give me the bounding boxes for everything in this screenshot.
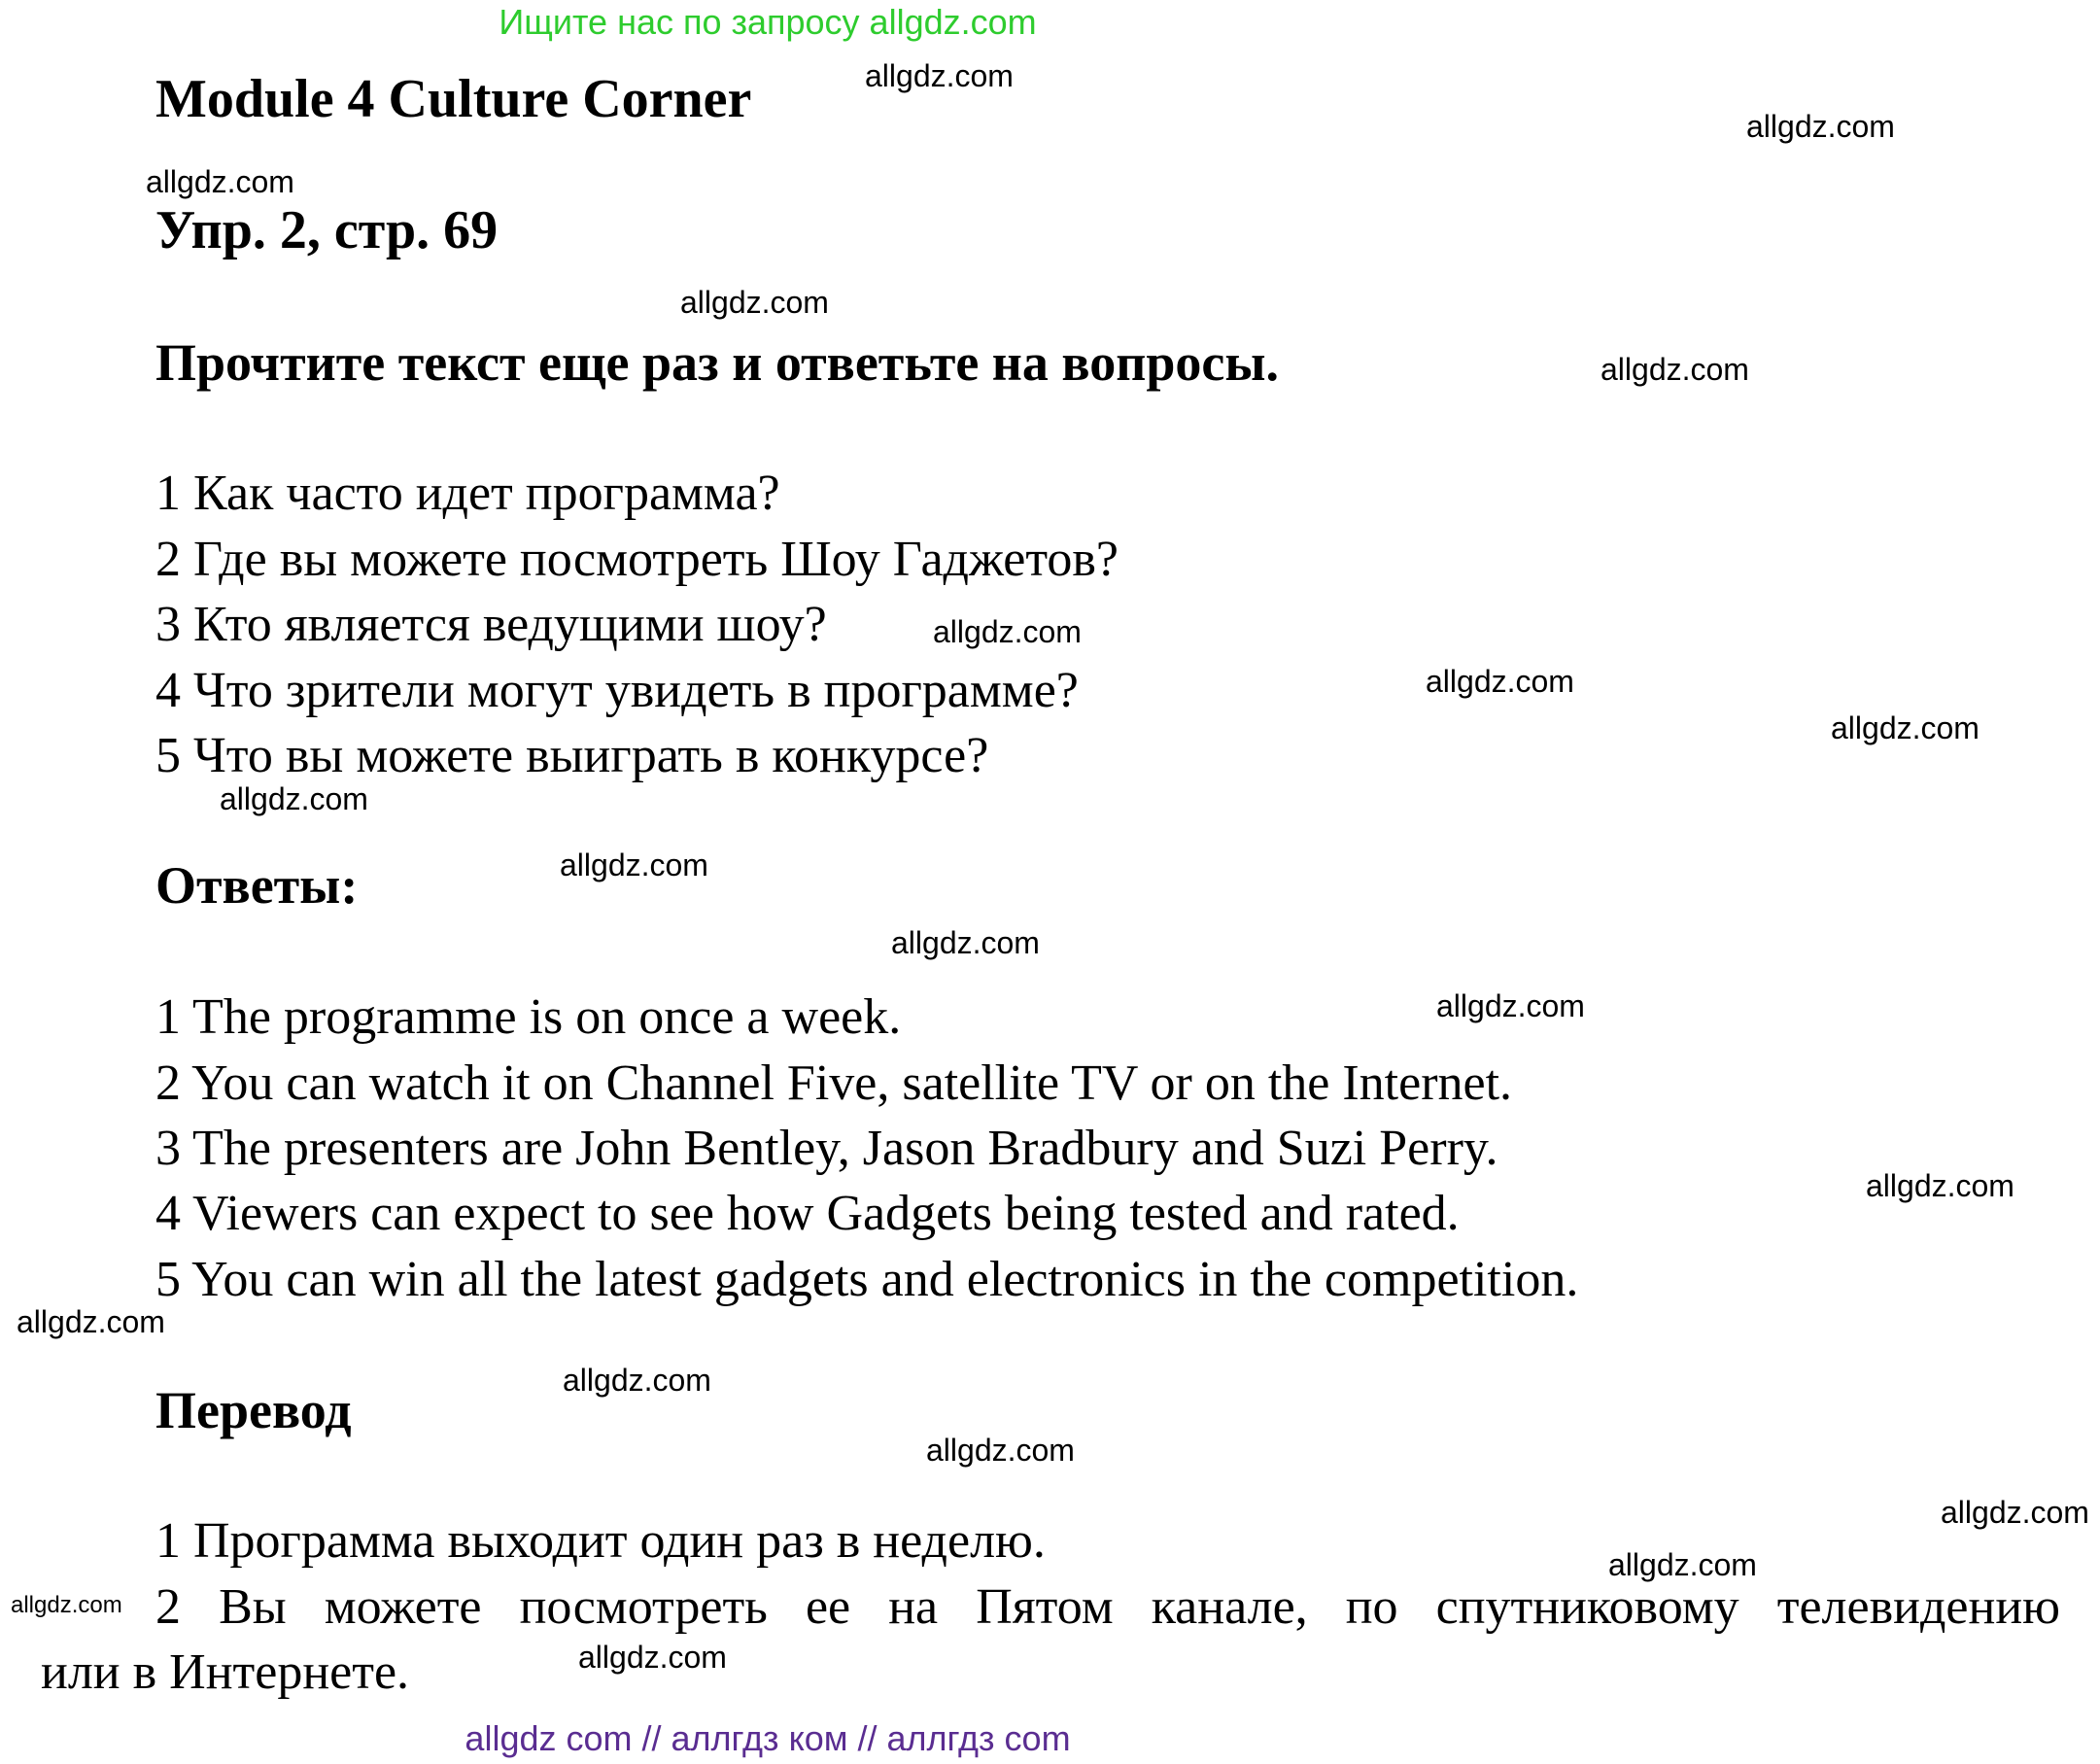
watermark-text: allgdz.com: [865, 58, 1014, 93]
watermark-text: allgdz.com: [891, 925, 1040, 960]
answer-item: 5 You can win all the latest gadgets and electronics in the competition.: [155, 1252, 1579, 1307]
watermark-text: allgdz.com: [578, 1640, 727, 1675]
instruction-heading: Прочтите текст еще раз и ответьте на вопросы.: [155, 333, 1279, 392]
translation-item: 1 Программа выходит один раз в неделю.: [155, 1513, 1046, 1569]
answer-item: 4 Viewers can expect to see how Gadgets being tested and rated.: [155, 1186, 1460, 1241]
watermark-text: allgdz.com: [220, 781, 368, 816]
translation-heading: Перевод: [155, 1381, 352, 1439]
watermark-text: allgdz.com: [680, 285, 829, 320]
question-item: 3 Кто является ведущими шоу?: [155, 597, 827, 652]
watermark-text: allgdz.com: [1436, 988, 1585, 1023]
answer-item: 1 The programme is on once a week.: [155, 989, 902, 1045]
watermark-text: allgdz.com: [1608, 1547, 1757, 1582]
page-title: Module 4 Culture Corner: [155, 69, 752, 129]
watermark-text: allgdz.com: [933, 614, 1082, 649]
question-item: 4 Что зрители могут увидеть в программе?: [155, 663, 1079, 718]
watermark-text: allgdz.com: [17, 1304, 165, 1339]
translation-item-continued: или в Интернете.: [41, 1644, 410, 1700]
watermark-text: allgdz.com: [1866, 1168, 2014, 1203]
watermark-text: allgdz.com: [563, 1363, 711, 1398]
answer-item: 2 You can watch it on Channel Five, satellite TV or on the Internet.: [155, 1055, 1513, 1111]
question-item: 1 Как часто идет программа?: [155, 466, 780, 521]
watermark-text: allgdz.com: [1601, 352, 1749, 387]
watermark-text: allgdz.com: [1426, 664, 1574, 699]
watermark-text: allgdz.com: [146, 164, 294, 199]
answer-item: 3 The presenters are John Bentley, Jason Bradbury and Suzi Perry.: [155, 1121, 1498, 1176]
watermark-text: allgdz.com: [11, 1592, 122, 1618]
question-item: 2 Где вы можете посмотреть Шоу Гаджетов?: [155, 532, 1119, 587]
question-item: 5 Что вы можете выиграть в конкурсе?: [155, 728, 989, 783]
watermark-text: allgdz.com: [560, 847, 708, 882]
top-search-banner[interactable]: Ищите нас по запросу allgdz.com: [499, 2, 1037, 42]
watermark-text: allgdz.com: [926, 1433, 1075, 1468]
translation-item: 2 Вы можете посмотреть ее на Пятом канале, по спутниковому телевидению: [155, 1579, 2060, 1635]
bottom-site-banner[interactable]: allgdz com // аллгдз ком // аллгдз com: [465, 1718, 1071, 1758]
watermark-text: allgdz.com: [1746, 109, 1895, 144]
watermark-text: allgdz.com: [1941, 1495, 2089, 1530]
watermark-text: allgdz.com: [1831, 710, 1980, 745]
exercise-heading: Упр. 2, стр. 69: [155, 200, 499, 260]
answers-heading: Ответы:: [155, 856, 359, 915]
